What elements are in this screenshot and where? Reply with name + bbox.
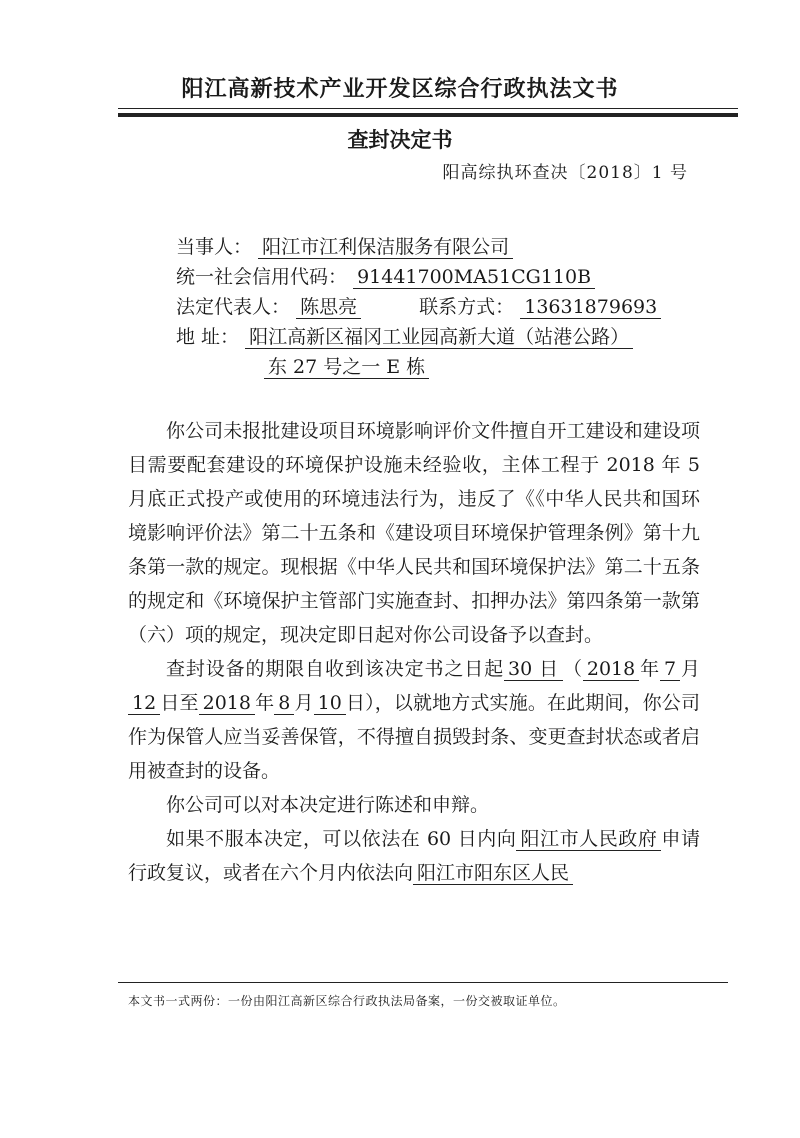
- footer-rule: [118, 982, 728, 983]
- agency-title: 阳江高新技术产业开发区综合行政执法文书: [181, 77, 619, 102]
- credit-code-label: 统一社会信用代码：: [176, 266, 348, 288]
- end-month: 8: [274, 692, 294, 715]
- start-day: 12: [128, 692, 160, 715]
- contact-label: 联系方式：: [419, 296, 515, 318]
- court-name: 阳江市阳东区人民: [413, 862, 573, 885]
- paragraph-violation: 你公司未报批建设项目环境影响评价文件擅自开工建设和建设项目需要配套建设的环境保护设施未经验收，主体工程于 2018 年 5 月底正式投产或使用的环境违法行为，违反了《《中华人民共和国环境影响评价法》第二十五条和《建设项目环境保护管理条例》第十九条第一款的规定。现根据《中华人民共和国环境保护法》第二十五条的规定和《环境保护主管部门实施查封、扣押办法》第四条第一款第（六）项的规定，现决定即日起对你公司设备予以查封。: [128, 420, 700, 646]
- end-day: 10: [314, 692, 346, 715]
- address-row: [176, 322, 661, 352]
- representative-value: 陈思亮: [296, 296, 361, 319]
- address-continuation-row: [176, 352, 661, 382]
- representative-label: 法定代表人：: [176, 296, 291, 318]
- paragraph-statement-right: 你公司可以对本决定进行陈述和申辩。: [166, 794, 490, 816]
- representative-row: [176, 292, 661, 322]
- address-label: 地 址：: [176, 326, 240, 348]
- document-title: 查封决定书: [347, 128, 453, 152]
- credit-code-value: 91441700MA51CG110B: [353, 266, 595, 289]
- start-year: 2018: [583, 658, 639, 681]
- paragraph-appeal: 如果不服本决定，可以依法在 60 日内向 阳江市人民政府 申请行政复议，或者在六个月内依法向 阳江市阳东区人民: [128, 828, 700, 884]
- start-month: 7: [660, 658, 680, 681]
- header-rule-thin: [118, 108, 738, 109]
- seal-days: 30 日: [504, 658, 563, 681]
- footer-note: 本文书一式两份：一份由阳江高新区综合行政执法局备案，一份交被取证单位。: [128, 994, 566, 1008]
- address-line-2: 东 27 号之一 E 栋: [264, 356, 429, 379]
- party-name-label: 当事人：: [176, 236, 253, 258]
- credit-code-row: [176, 262, 661, 292]
- document-number: 阳高综执环查决〔2018〕1 号: [442, 163, 688, 183]
- paragraph-seal-period: 查封设备的期限自收到该决定书之日起 30 日 （ 2018 年 7 月12 日至 2018 年 8 月 10 日），以就地方式实施。在此期间，你公司作为保管人应当妥善保管，不得擅自损毁封条、变更查封状态或者启用被查封的设备。: [128, 658, 700, 782]
- header-rule-thick: [118, 113, 738, 117]
- end-year: 2018: [199, 692, 255, 715]
- address-line-1: 阳江高新区福冈工业园高新大道（站港公路）: [245, 326, 633, 349]
- decision-body: [128, 414, 700, 890]
- party-name-row: [176, 232, 661, 262]
- review-authority: 阳江市人民政府: [516, 828, 661, 851]
- party-name-value: 阳江市江利保洁服务有限公司: [258, 236, 513, 259]
- contact-value: 13631879693: [520, 296, 661, 319]
- party-info: [176, 232, 661, 382]
